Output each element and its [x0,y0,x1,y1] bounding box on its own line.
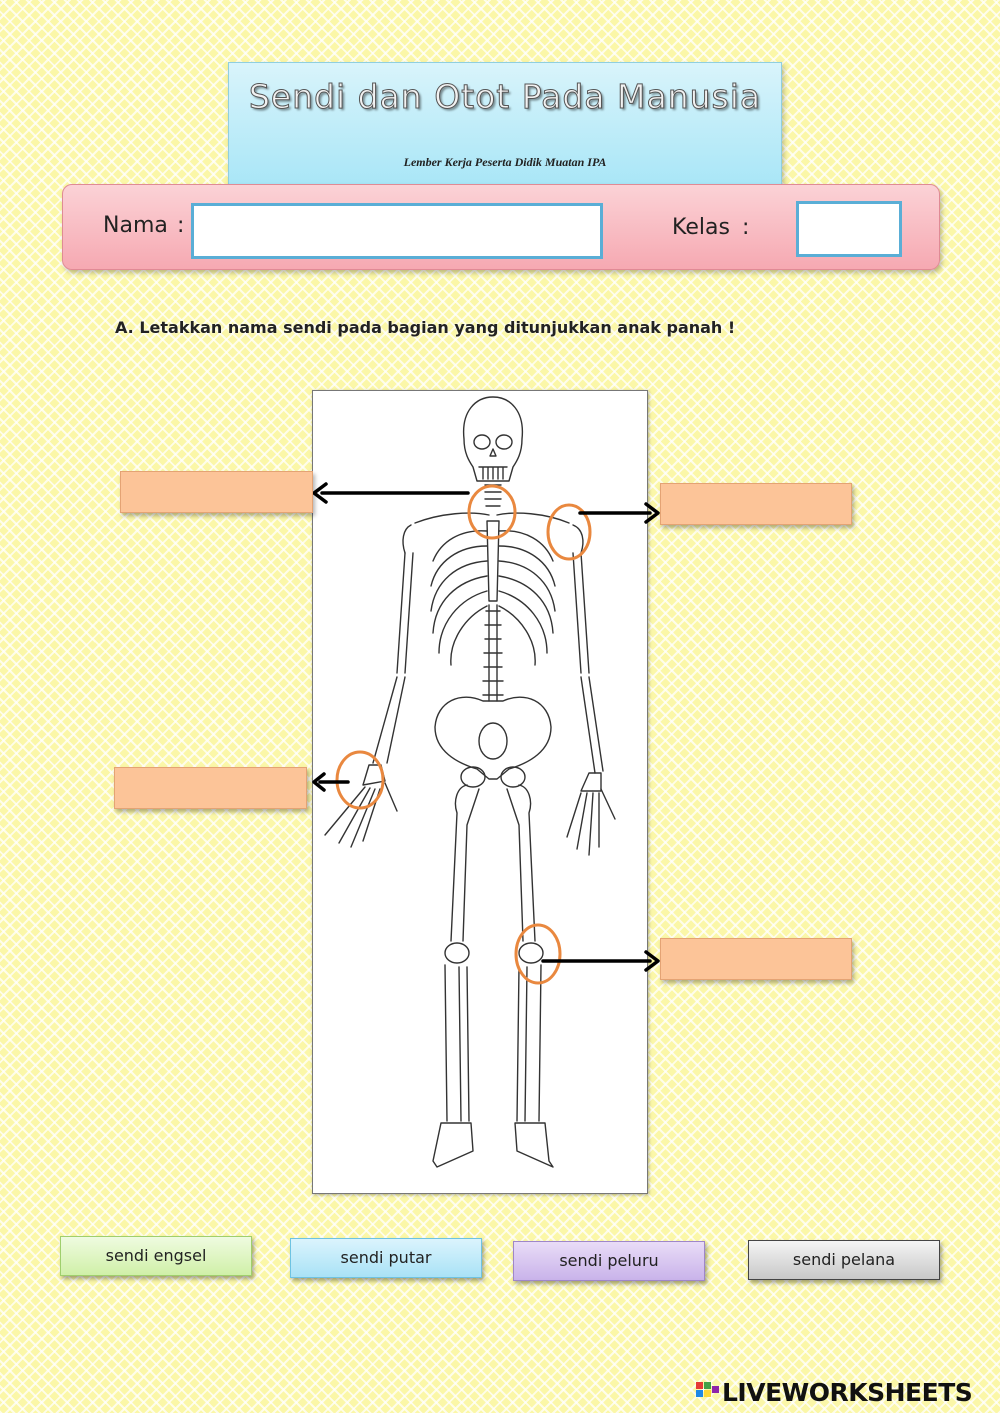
answer-box-wrist[interactable] [114,767,307,809]
option-sendi-putar[interactable]: sendi putar [290,1238,482,1278]
name-colon: : [177,213,185,238]
instruction-text: A. Letakkan nama sendi pada bagian yang ditunjukkan anak panah ! [115,318,736,337]
answer-box-neck[interactable] [120,471,313,513]
worksheet-title: Sendi dan Otot Pada Manusia [248,77,762,116]
option-sendi-pelana[interactable]: sendi pelana [748,1240,940,1280]
option-sendi-peluru[interactable]: sendi peluru [513,1241,705,1281]
worksheet-subtitle: Lember Kerja Peserta Didik Muatan IPA [403,155,607,169]
answer-box-shoulder[interactable] [660,483,852,525]
class-label: Kelas [672,215,730,240]
answer-box-knee[interactable] [660,938,852,980]
class-colon: : [742,215,750,240]
option-sendi-engsel[interactable]: sendi engsel [60,1236,252,1276]
liveworksheets-wordmark: LIVEWORKSHEETS [722,1378,973,1407]
name-label: Nama [103,213,168,238]
liveworksheets-brand [696,1378,996,1408]
liveworksheets-logo-icon [696,1382,718,1404]
